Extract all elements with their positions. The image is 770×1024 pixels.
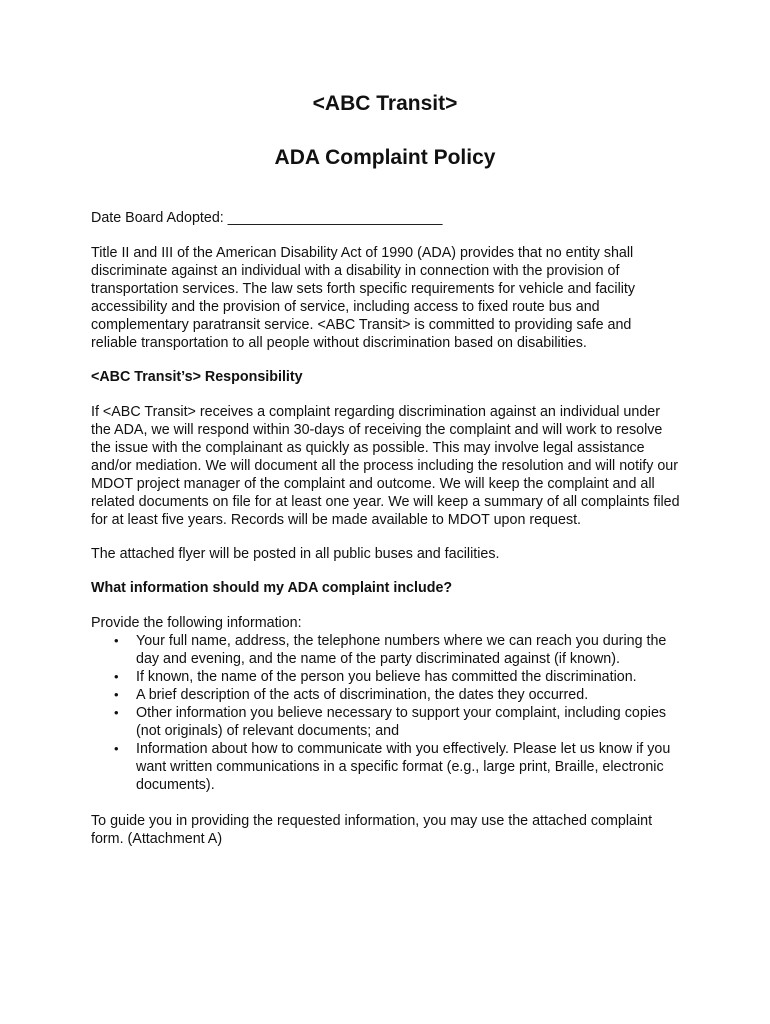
bullet-icon: • xyxy=(114,633,119,648)
closing-paragraph: To guide you in providing the requested information, you may use the attached complaint form. (Attachment A) xyxy=(91,813,653,847)
responsibility-paragraph: If <ABC Transit> receives a complaint regarding discrimination against an individual under the ADA, we will respond within 30-days of receiving the complaint and will work to resolve the issue with the complainant as quickly as possible. This may involve legal assistance and/or mediation. We will document all the process including the resolution and will notify our MDOT project manager of the complaint and outcome. We will keep the complaint and all related documents on file for at least one year. We will keep a summary of all complaints filed for at least five years. Records will be made available to MDOT upon request. xyxy=(91,404,680,528)
list-item xyxy=(114,668,681,686)
bullet-icon: • xyxy=(114,741,119,756)
list-item xyxy=(114,632,681,668)
list-item-text: A brief description of the acts of discrimination, the dates they occurred. xyxy=(136,687,589,703)
date-adopted-label: Date Board Adopted: xyxy=(91,210,224,226)
bullet-icon: • xyxy=(114,687,119,702)
list-intro: Provide the following information: xyxy=(91,615,302,631)
bullet-icon: • xyxy=(114,669,119,684)
bullet-icon: • xyxy=(114,705,119,720)
date-adopted-blank: ___________________________ xyxy=(227,210,443,226)
complaint-info-heading: What information should my ADA complaint include? xyxy=(91,580,453,596)
document-title: ADA Complaint Policy xyxy=(274,146,496,169)
list-item-text: Information about how to communicate with you effectively. Please let us know if you want written communications in a specific format (e.g., large print, Braille, electronic documents). xyxy=(136,741,671,793)
flyer-paragraph: The attached flyer will be posted in all public buses and facilities. xyxy=(91,546,500,562)
intro-paragraph: Title II and III of the American Disability Act of 1990 (ADA) provides that no entity shall discriminate against an individual with a disability in connection with the provision of transportation services. The law sets forth specific requirements for vehicle and facility accessibility and the provision of service, including access to fixed route bus and complementary paratransit service. <ABC Transit> is committed to providing safe and reliable transportation to all people without discrimination based on disabilities. xyxy=(91,245,636,351)
document-body xyxy=(91,209,681,864)
list-item xyxy=(114,686,681,704)
list-item xyxy=(114,704,681,740)
list-item-text: Your full name, address, the telephone numbers where we can reach you during the day and evening, and the name of the party discriminated against (if known). xyxy=(136,633,667,667)
organization-title: <ABC Transit> xyxy=(312,92,458,115)
list-item-text: If known, the name of the person you believe has committed the discrimination. xyxy=(136,669,637,685)
responsibility-heading: <ABC Transit’s> Responsibility xyxy=(91,369,303,385)
list-item-text: Other information you believe necessary to support your complaint, including copies (not originals) of relevant documents; and xyxy=(136,705,667,739)
requirements-list xyxy=(91,632,681,794)
list-item xyxy=(114,740,681,794)
date-adopted-line xyxy=(91,209,681,227)
